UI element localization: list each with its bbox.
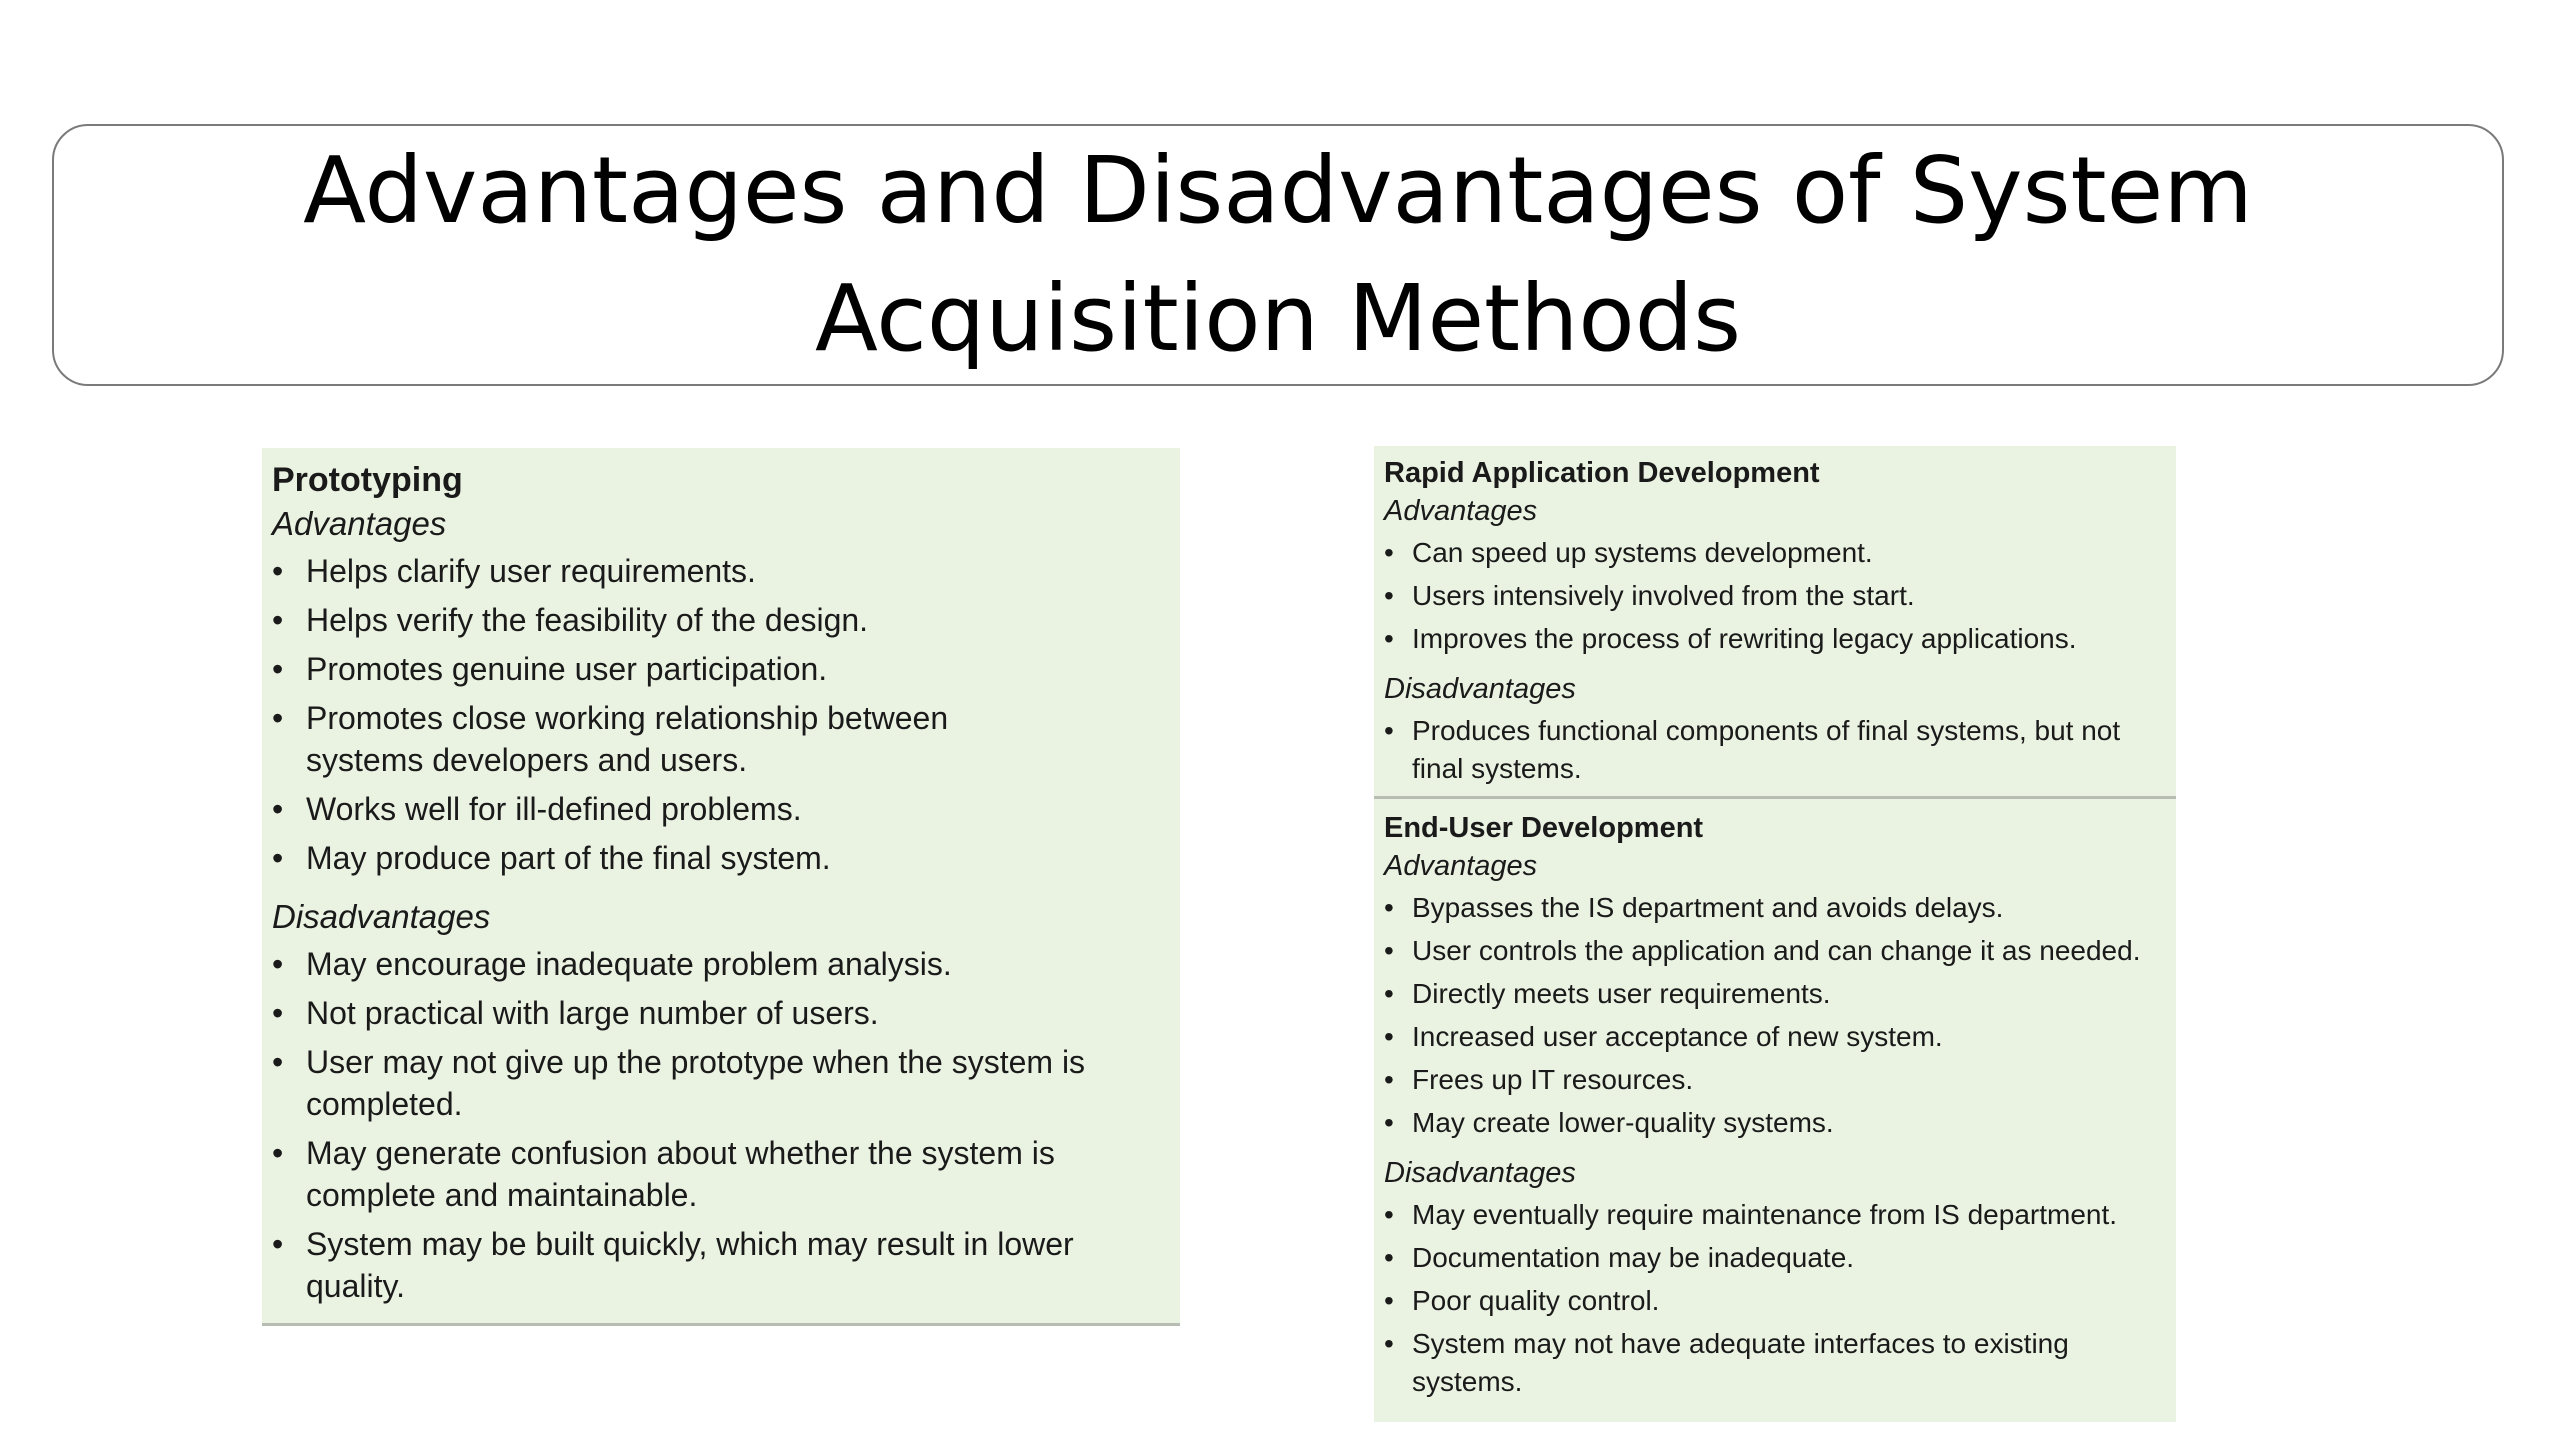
- list-item: • Poor quality control.: [1384, 1282, 2166, 1320]
- list-item: • System may be built quickly, which may result in lower quality.: [272, 1223, 1086, 1307]
- bullet-icon: •: [1384, 1107, 1394, 1138]
- bullet-icon: •: [272, 791, 284, 827]
- eud-advantages-label: Advantages: [1384, 850, 1538, 882]
- eud-disadvantages-label: Disadvantages: [1384, 1157, 1576, 1189]
- bullet-icon: •: [1384, 1199, 1394, 1230]
- title-box: [52, 124, 2504, 386]
- list-item: • Frees up IT resources.: [1384, 1061, 2166, 1099]
- list-item: • Not practical with large number of users.: [272, 992, 1170, 1034]
- bullet-icon: •: [1384, 978, 1394, 1009]
- list-item: • May generate confusion about whether the system is complete and maintainable.: [272, 1132, 1106, 1216]
- list-item: • Can speed up systems development.: [1384, 534, 2166, 572]
- list-item: • Produces functional components of final systems, but not final systems.: [1384, 712, 2132, 788]
- list-item: • May encourage inadequate problem analysis.: [272, 943, 1170, 985]
- list-item: • Promotes close working relationship between systems developers and users.: [272, 697, 1066, 781]
- bullet-icon: •: [272, 700, 284, 736]
- page-title: Advantages and Disadvantages of System Acquisition Methods: [303, 137, 2253, 372]
- prototyping-panel: [262, 448, 1180, 1326]
- prototyping-disadvantages-list: [272, 943, 1170, 1307]
- eud-title: End-User Development: [1384, 812, 1704, 844]
- bullet-icon: •: [272, 553, 284, 589]
- bullet-icon: •: [1384, 1021, 1394, 1052]
- bullet-icon: •: [1384, 1242, 1394, 1273]
- list-item: • User controls the application and can change it as needed.: [1384, 932, 2166, 970]
- list-item: • System may not have adequate interfaces to existing systems.: [1384, 1325, 2132, 1401]
- rad-title: Rapid Application Development: [1384, 457, 1820, 489]
- rad-advantages-label: Advantages: [1384, 495, 1538, 527]
- bullet-icon: •: [1384, 623, 1394, 654]
- list-item: • May eventually require maintenance from IS department.: [1384, 1196, 2166, 1234]
- bullet-icon: •: [272, 946, 284, 982]
- list-item: • Documentation may be inadequate.: [1384, 1239, 2166, 1277]
- bullet-icon: •: [1384, 715, 1394, 746]
- bullet-icon: •: [1384, 892, 1394, 923]
- eud-advantages-list: [1384, 889, 2166, 1142]
- prototyping-advantages-list: [272, 550, 1170, 879]
- rad-advantages-list: [1384, 534, 2166, 658]
- list-item: • May create lower-quality systems.: [1384, 1104, 2166, 1142]
- list-item: • Works well for ill-defined problems.: [272, 788, 1170, 830]
- list-item: • User may not give up the prototype when the system is completed.: [272, 1041, 1136, 1125]
- rad-disadvantages-label: Disadvantages: [1384, 673, 1576, 705]
- list-item: • Bypasses the IS department and avoids delays.: [1384, 889, 2166, 927]
- bullet-icon: •: [1384, 1328, 1394, 1359]
- bullet-icon: •: [272, 1044, 284, 1080]
- bullet-icon: •: [272, 602, 284, 638]
- prototyping-title: Prototyping: [272, 461, 463, 499]
- rad-disadvantages-list: [1384, 712, 2166, 788]
- bullet-icon: •: [1384, 1285, 1394, 1316]
- bullet-icon: •: [272, 995, 284, 1031]
- bullet-icon: •: [1384, 537, 1394, 568]
- bullet-icon: •: [1384, 935, 1394, 966]
- list-item: • Increased user acceptance of new system.: [1384, 1018, 2166, 1056]
- bullet-icon: •: [272, 651, 284, 687]
- list-item: • Helps verify the feasibility of the design.: [272, 599, 1170, 641]
- list-item: • Promotes genuine user participation.: [272, 648, 1170, 690]
- list-item: • May produce part of the final system.: [272, 837, 1170, 879]
- prototyping-advantages-label: Advantages: [272, 505, 447, 542]
- list-item: • Improves the process of rewriting legacy applications.: [1384, 620, 2166, 658]
- list-item: • Directly meets user requirements.: [1384, 975, 2166, 1013]
- bullet-icon: •: [1384, 1064, 1394, 1095]
- list-item: • Helps clarify user requirements.: [272, 550, 1170, 592]
- bullet-icon: •: [272, 840, 284, 876]
- bullet-icon: •: [272, 1135, 284, 1171]
- eud-disadvantages-list: [1384, 1196, 2166, 1401]
- prototyping-disadvantages-label: Disadvantages: [272, 898, 491, 935]
- list-item: • Users intensively involved from the start.: [1384, 577, 2166, 615]
- bullet-icon: •: [1384, 580, 1394, 611]
- rad-eud-panel: [1374, 446, 2176, 1422]
- bullet-icon: •: [272, 1226, 284, 1262]
- section-divider: [1374, 796, 2176, 799]
